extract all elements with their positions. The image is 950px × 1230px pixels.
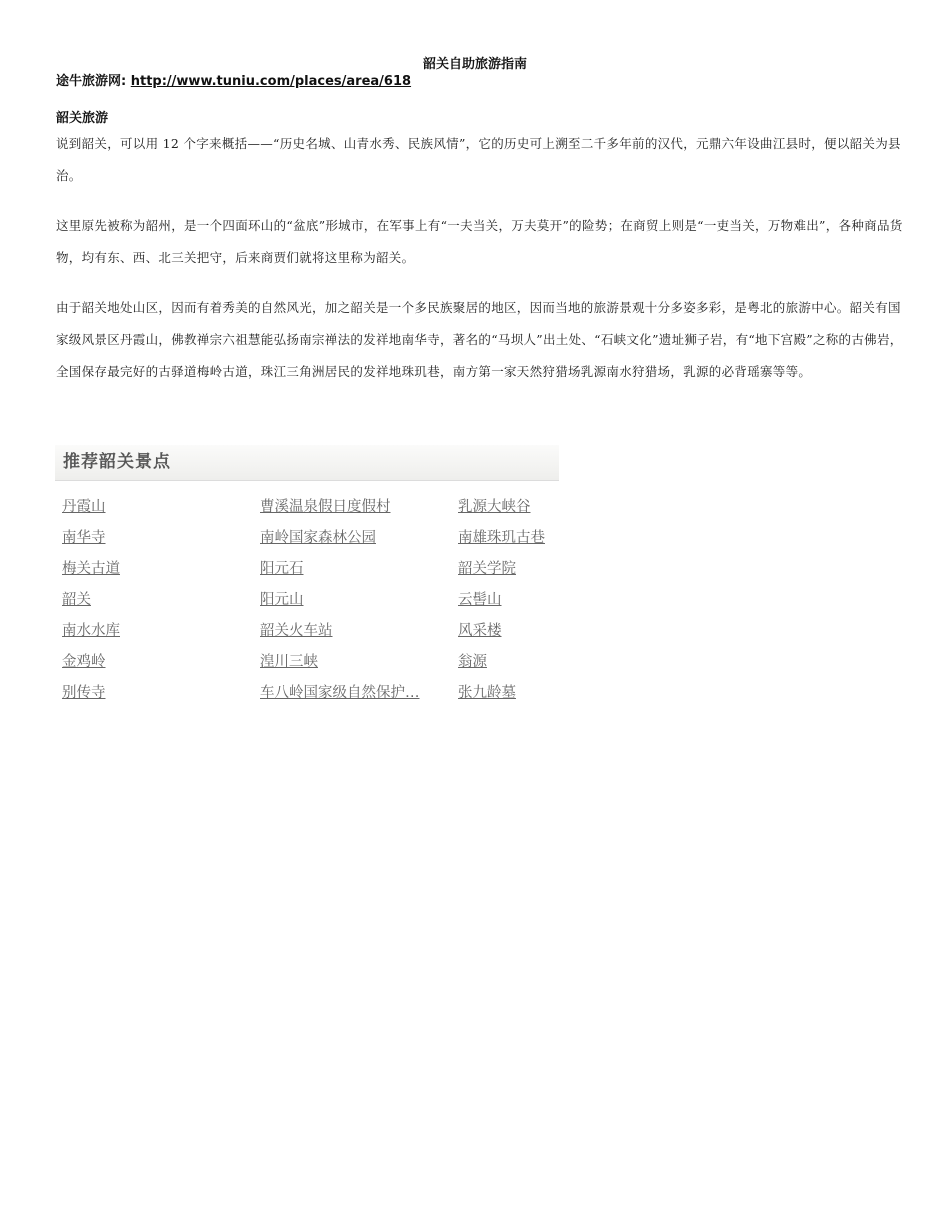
page-title: 韶关自助旅游指南 (422, 57, 527, 72)
spot-link[interactable]: 风采楼 (458, 623, 502, 639)
paragraph: 这里原先被称为韶州，是一个四面环山的“盆底”形城市，在军事上有“一夫当关，万夫莫开”的险势；在商贸上则是“一吏当关，万物难出”，各种商品货物，均有东、西、北三关把守，后来商贾们就将这里称为韶关。 (56, 218, 903, 265)
spot-link[interactable]: 韶关 (62, 592, 91, 608)
recommended-spots-header: 推荐韶关景点 (55, 445, 559, 481)
spot-link[interactable]: 韶关学院 (458, 561, 516, 577)
spot-link[interactable]: 阳元石 (260, 561, 304, 577)
spot-link[interactable]: 梅关古道 (62, 561, 120, 577)
section-heading: 韶关旅游 (56, 111, 109, 126)
spot-link[interactable]: 南岭国家森林公园 (260, 530, 376, 546)
spot-link[interactable]: 车八岭国家级自然保护… (260, 685, 420, 701)
spot-link[interactable]: 阳元山 (260, 592, 304, 608)
spot-link[interactable]: 翁源 (458, 654, 487, 670)
source-link[interactable]: http://www.tuniu.com/places/area/618 (130, 74, 412, 89)
spot-link[interactable]: 湟川三峡 (260, 654, 318, 670)
source-line (56, 73, 411, 90)
spot-link[interactable]: 丹霞山 (62, 499, 106, 515)
spot-link[interactable]: 别传寺 (62, 685, 106, 701)
paragraph: 由于韶关地处山区，因而有着秀美的自然风光，加之韶关是一个多民族聚居的地区，因而当地的旅游景观十分多姿多彩，是粤北的旅游中心。韶关有国家级风景区丹霞山，佛教禅宗六祖慧能弘扬南宗禅法的发祥地南华寺，著名的“马坝人”出土处、“石峡文化”遗址狮子岩，有“地下宫殿”之称的古佛岩，全国保存最完好的古驿道梅岭古道，珠江三角洲居民的发祥地珠玑巷，南方第一家天然狩猎场乳源南水狩猎场，乳源的必背瑶寨等等。 (56, 300, 903, 379)
spot-link[interactable]: 张九龄墓 (458, 685, 516, 701)
spot-link[interactable]: 南华寺 (62, 530, 106, 546)
article-body (56, 128, 906, 406)
spot-link[interactable]: 金鸡岭 (62, 654, 106, 670)
recommended-spots-panel (55, 445, 559, 709)
spot-link[interactable]: 南雄珠玑古巷 (458, 530, 545, 546)
paragraph: 说到韶关，可以用 12 个字来概括——“历史名城、山青水秀、民族风情”，它的历史可上溯至二千多年前的汉代，元鼎六年设曲江县时，便以韶关为县治。 (56, 136, 901, 183)
spots-grid (55, 481, 559, 709)
spot-link[interactable]: 乳源大峡谷 (458, 499, 531, 515)
spot-link[interactable]: 韶关火车站 (260, 623, 333, 639)
spot-link[interactable]: 南水水库 (62, 623, 120, 639)
source-label: 途牛旅游网: (56, 74, 131, 89)
spot-link[interactable]: 曹溪温泉假日度假村 (260, 499, 391, 515)
spot-link[interactable]: 云髻山 (458, 592, 502, 608)
